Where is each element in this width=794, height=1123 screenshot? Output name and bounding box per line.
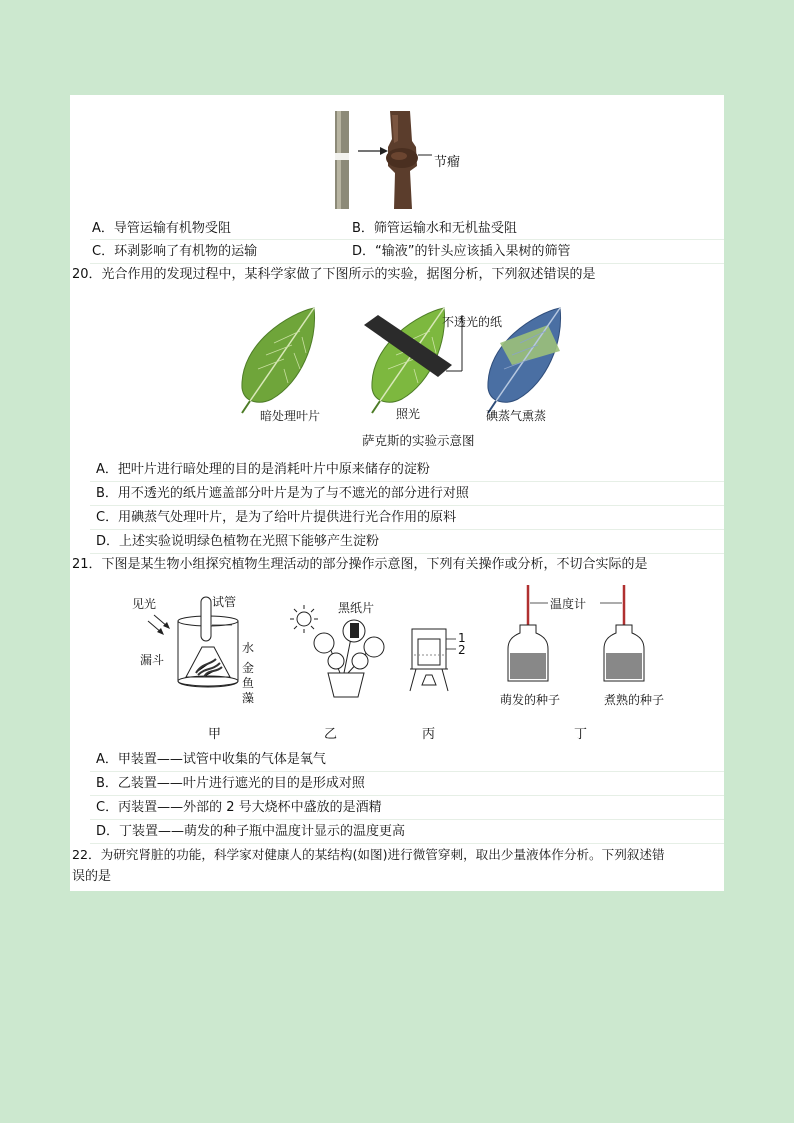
q19-option-a[interactable]: A．导管运输有机物受阻: [92, 221, 231, 236]
q21-option-c[interactable]: C．丙装置——外部的 2 号大烧杯中盛放的是酒精: [96, 800, 382, 815]
q21-stem: 21．下图是某生物小组探究植物生理活动的部分操作示意图，下列有关操作或分析，不切合实际的是: [72, 557, 648, 572]
light-label: 照光: [396, 407, 421, 421]
sachs-caption: 萨克斯的实验示意图: [362, 433, 475, 448]
q21-option-a[interactable]: A．甲装置——试管中收集的气体是氧气: [96, 752, 326, 767]
ding-germinating-label: 萌发的种子: [500, 693, 561, 707]
jia-tube-label: 试管: [212, 595, 237, 609]
q21-option-d[interactable]: D．丁装置——萌发的种子瓶中温度计显示的温度更高: [96, 824, 406, 839]
paper-label: 不透光的纸: [442, 315, 503, 329]
q21-option-b[interactable]: B．乙装置——叶片进行遮光的目的是形成对照: [96, 776, 365, 791]
label-bing: 丙: [422, 727, 436, 742]
q22-stem-line-1: 22．为研究肾脏的功能，科学家对健康人的某结构(如图)进行微管穿刺，取出少量液体作分析。下列叙述错: [72, 847, 665, 862]
ding-boiled-label: 煮熟的种子: [604, 693, 665, 707]
q19-option-d[interactable]: D．“输液”的针头应该插入果树的筛管: [352, 244, 571, 259]
label-jia: 甲: [208, 727, 222, 742]
q20-option-d[interactable]: D．上述实验说明绿色植物在光照下能够产生淀粉: [96, 534, 380, 549]
document-page: [70, 95, 724, 891]
yi-black-paper-label: 黑纸片: [338, 601, 375, 615]
jia-plant-label: 金鱼藻: [242, 661, 255, 705]
sachs-experiment-figure: [230, 303, 570, 418]
q19-option-b[interactable]: B．筛管运输水和无机盐受阻: [352, 221, 517, 236]
label-ding: 丁: [574, 727, 588, 742]
q20-option-c[interactable]: C．用碘蒸气处理叶片，是为了给叶片提供进行光合作用的原料: [96, 510, 457, 525]
q20-stem: 20．光合作用的发现过程中，某科学家做了下图所示的实验，据图分析，下列叙述错误的是: [72, 267, 596, 282]
label-yi: 乙: [324, 727, 338, 742]
dark-leaf-label: 暗处理叶片: [260, 409, 321, 423]
iodine-label: 碘蒸气熏蒸: [486, 409, 547, 423]
jia-light-label: 见光: [132, 597, 157, 611]
apparatus-bing: [406, 625, 486, 705]
bing-label-1: 1: [458, 631, 466, 645]
q19-option-c[interactable]: C．环剥影响了有机物的运输: [92, 244, 258, 259]
q22-stem-line-2: 误的是: [72, 869, 112, 884]
bing-label-2: 2: [458, 643, 466, 657]
q20-option-a[interactable]: A．把叶片进行暗处理的目的是消耗叶片中原来储存的淀粉: [96, 462, 430, 477]
node-label: 节瘤: [434, 155, 461, 170]
q20-option-b[interactable]: B．用不透光的纸片遮盖部分叶片是为了与不遮光的部分进行对照: [96, 486, 469, 501]
ding-thermometer-label: 温度计: [550, 597, 587, 611]
jia-funnel-label: 漏斗: [140, 653, 165, 667]
apparatus-yi: [288, 603, 398, 703]
jia-water-label: 水: [242, 641, 255, 655]
